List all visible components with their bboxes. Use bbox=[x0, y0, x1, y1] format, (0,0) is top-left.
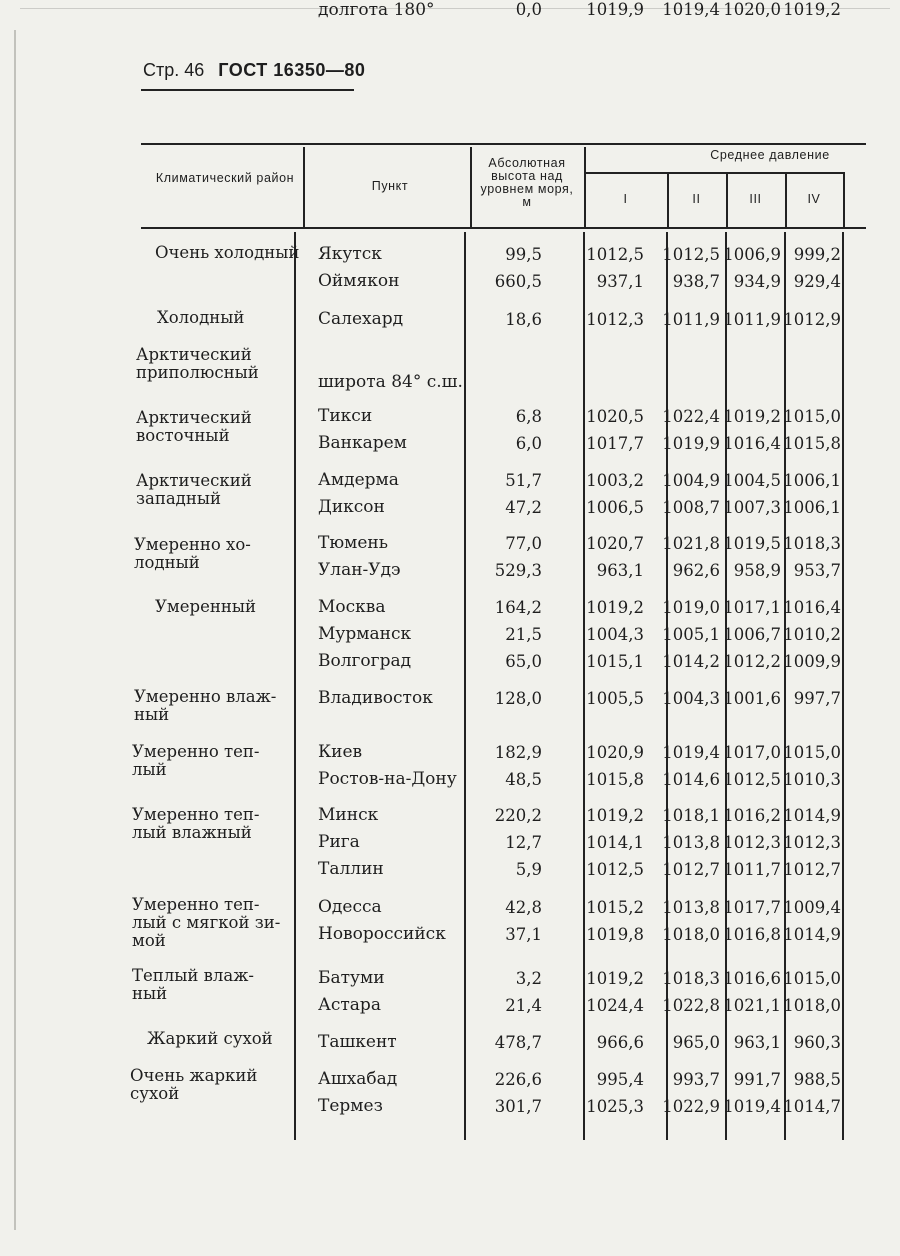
region-name: Арктический восточный bbox=[136, 408, 252, 445]
pressure-value-4: 988,5 bbox=[793, 1070, 841, 1089]
column-divider bbox=[294, 232, 296, 1140]
pressure-value-2: 1022,4 bbox=[662, 407, 720, 426]
pressure-value-1: 1020,5 bbox=[586, 407, 644, 426]
pressure-value-1: 1003,2 bbox=[586, 471, 644, 490]
pressure-value-3: 991,7 bbox=[733, 1070, 781, 1089]
pressure-value-1: 1012,3 bbox=[586, 310, 644, 329]
region-name: Холодный bbox=[157, 308, 245, 327]
header-divider bbox=[470, 147, 472, 227]
pressure-value-1: 1019,8 bbox=[586, 925, 644, 944]
point-name: Новороссийск bbox=[318, 924, 446, 944]
point-name: широта 84° с.ш. bbox=[318, 372, 463, 392]
pressure-value-3: 1021,1 bbox=[723, 996, 781, 1015]
altitude-value: 99,5 bbox=[505, 245, 542, 264]
pressure-value-1: 1020,9 bbox=[586, 743, 644, 762]
point-name: Якутск bbox=[318, 244, 382, 264]
pressure-value-2: 1019,9 bbox=[662, 434, 720, 453]
pressure-value-2: 1019,4 bbox=[662, 0, 720, 19]
pressure-value-1: 966,6 bbox=[596, 1033, 644, 1052]
point-name: Батуми bbox=[318, 968, 385, 988]
region-name: Умеренно теп- лый bbox=[132, 742, 260, 779]
point-name: долгота 180° bbox=[318, 0, 435, 20]
pressure-value-2: 1018,1 bbox=[662, 806, 720, 825]
pressure-value-4: 1015,0 bbox=[783, 407, 841, 426]
pressure-value-4: 1015,0 bbox=[783, 743, 841, 762]
pressure-value-1: 1019,9 bbox=[586, 0, 644, 19]
altitude-value: 21,5 bbox=[505, 625, 542, 644]
altitude-value: 478,7 bbox=[494, 1033, 542, 1052]
pressure-value-3: 1012,5 bbox=[723, 770, 781, 789]
pressure-value-1: 1019,2 bbox=[586, 969, 644, 988]
pressure-value-3: 1019,4 bbox=[723, 1097, 781, 1116]
pressure-value-4: 1012,7 bbox=[783, 860, 841, 879]
pressure-value-3: 1016,4 bbox=[723, 434, 781, 453]
altitude-value: 6,8 bbox=[515, 407, 542, 426]
pressure-value-3: 1016,6 bbox=[723, 969, 781, 988]
pressure-value-4: 953,7 bbox=[793, 561, 841, 580]
pressure-value-3: 1007,3 bbox=[723, 498, 781, 517]
pressure-value-2: 1022,9 bbox=[662, 1097, 720, 1116]
pressure-value-1: 1015,8 bbox=[586, 770, 644, 789]
altitude-value: 47,2 bbox=[505, 498, 542, 517]
pressure-value-4: 1009,4 bbox=[783, 898, 841, 917]
pressure-value-4: 1006,1 bbox=[783, 498, 841, 517]
point-name: Волгоград bbox=[318, 651, 412, 671]
point-name: Одесса bbox=[318, 897, 382, 917]
col-header-altitude: Абсолютная высота над уровнем моря, м bbox=[480, 156, 574, 209]
pressure-value-2: 938,7 bbox=[672, 272, 720, 291]
point-name: Ашхабад bbox=[318, 1069, 398, 1089]
pressure-value-4: 1019,2 bbox=[783, 0, 841, 19]
pressure-value-4: 960,3 bbox=[793, 1033, 841, 1052]
region-name: Умеренный bbox=[155, 597, 256, 616]
pressure-value-1: 1004,3 bbox=[586, 625, 644, 644]
pressure-value-2: 1005,1 bbox=[662, 625, 720, 644]
pressure-value-2: 993,7 bbox=[672, 1070, 720, 1089]
pressure-value-2: 1004,9 bbox=[662, 471, 720, 490]
point-name: Оймякон bbox=[318, 271, 400, 291]
pressure-value-2: 1008,7 bbox=[662, 498, 720, 517]
header-bottom-rule bbox=[141, 227, 866, 229]
point-name: Астара bbox=[318, 995, 381, 1015]
pressure-value-2: 965,0 bbox=[672, 1033, 720, 1052]
pressure-value-2: 1012,5 bbox=[662, 245, 720, 264]
altitude-value: 12,7 bbox=[505, 833, 542, 852]
point-name: Мурманск bbox=[318, 624, 412, 644]
altitude-value: 0,0 bbox=[515, 0, 542, 19]
col-header-pressure: Среднее давление bbox=[710, 148, 830, 162]
col-header-period-2: II bbox=[692, 192, 701, 206]
pressure-value-3: 1020,0 bbox=[723, 0, 781, 19]
pressure-value-1: 937,1 bbox=[596, 272, 644, 291]
point-name: Амдерма bbox=[318, 470, 399, 490]
point-name: Москва bbox=[318, 597, 386, 617]
pressure-value-2: 1011,9 bbox=[662, 310, 720, 329]
pressure-value-3: 1012,3 bbox=[723, 833, 781, 852]
altitude-value: 301,7 bbox=[494, 1097, 542, 1116]
pressure-value-1: 1005,5 bbox=[586, 689, 644, 708]
pressure-value-4: 1016,4 bbox=[783, 598, 841, 617]
altitude-value: 42,8 bbox=[505, 898, 542, 917]
pressure-value-1: 1020,7 bbox=[586, 534, 644, 553]
altitude-value: 6,0 bbox=[515, 434, 542, 453]
pressure-value-3: 1004,5 bbox=[723, 471, 781, 490]
pressure-value-2: 962,6 bbox=[672, 561, 720, 580]
pressure-value-3: 1011,9 bbox=[723, 310, 781, 329]
pressure-value-3: 1017,1 bbox=[723, 598, 781, 617]
point-name: Салехард bbox=[318, 309, 404, 329]
pressure-value-4: 1018,0 bbox=[783, 996, 841, 1015]
pressure-value-3: 1019,2 bbox=[723, 407, 781, 426]
pressure-value-3: 934,9 bbox=[733, 272, 781, 291]
pressure-value-2: 1014,6 bbox=[662, 770, 720, 789]
standard-code: ГОСТ 16350—80 bbox=[218, 60, 366, 80]
pressure-value-2: 1014,2 bbox=[662, 652, 720, 671]
header-underline bbox=[141, 89, 354, 91]
altitude-value: 182,9 bbox=[494, 743, 542, 762]
altitude-value: 226,6 bbox=[494, 1070, 542, 1089]
pressure-value-3: 958,9 bbox=[733, 561, 781, 580]
column-divider bbox=[842, 232, 844, 1140]
pressure-value-3: 1016,2 bbox=[723, 806, 781, 825]
pressure-value-3: 1006,7 bbox=[723, 625, 781, 644]
pressure-value-4: 1015,8 bbox=[783, 434, 841, 453]
altitude-value: 77,0 bbox=[505, 534, 542, 553]
pressure-value-1: 1017,7 bbox=[586, 434, 644, 453]
altitude-value: 529,3 bbox=[494, 561, 542, 580]
pressure-value-2: 1019,0 bbox=[662, 598, 720, 617]
pressure-value-4: 1014,9 bbox=[783, 806, 841, 825]
region-name: Арктический западный bbox=[136, 471, 252, 508]
point-name: Таллин bbox=[318, 859, 384, 879]
pressure-value-4: 1012,9 bbox=[783, 310, 841, 329]
pressure-value-1: 1012,5 bbox=[586, 245, 644, 264]
altitude-value: 5,9 bbox=[515, 860, 542, 879]
pressure-value-2: 1013,8 bbox=[662, 833, 720, 852]
altitude-value: 37,1 bbox=[505, 925, 542, 944]
group-header-rule bbox=[585, 172, 845, 174]
pressure-value-2: 1022,8 bbox=[662, 996, 720, 1015]
col-header-period-4: IV bbox=[807, 192, 821, 206]
header-divider bbox=[303, 147, 305, 227]
col-header-period-3: III bbox=[749, 192, 762, 206]
pressure-value-1: 1012,5 bbox=[586, 860, 644, 879]
pressure-value-2: 1021,8 bbox=[662, 534, 720, 553]
pressure-value-1: 1019,2 bbox=[586, 598, 644, 617]
altitude-value: 48,5 bbox=[505, 770, 542, 789]
pressure-value-1: 1024,4 bbox=[586, 996, 644, 1015]
pressure-value-3: 1001,6 bbox=[723, 689, 781, 708]
pressure-value-3: 1011,7 bbox=[723, 860, 781, 879]
region-name: Жаркий сухой bbox=[147, 1029, 273, 1048]
pressure-value-1: 1014,1 bbox=[586, 833, 644, 852]
altitude-value: 128,0 bbox=[494, 689, 542, 708]
pressure-value-2: 1018,3 bbox=[662, 969, 720, 988]
point-name: Диксон bbox=[318, 497, 385, 517]
col-header-region: Климатический район bbox=[155, 171, 295, 185]
region-name: Теплый влаж- ный bbox=[132, 966, 254, 1003]
pressure-value-4: 999,2 bbox=[793, 245, 841, 264]
pressure-value-3: 1016,8 bbox=[723, 925, 781, 944]
pressure-value-4: 1006,1 bbox=[783, 471, 841, 490]
pressure-value-4: 1018,3 bbox=[783, 534, 841, 553]
pressure-value-4: 1012,3 bbox=[783, 833, 841, 852]
header-divider bbox=[584, 147, 586, 227]
region-name: Очень жаркий сухой bbox=[130, 1066, 258, 1103]
pressure-value-3: 1017,7 bbox=[723, 898, 781, 917]
pressure-value-3: 1012,2 bbox=[723, 652, 781, 671]
pressure-value-1: 1019,2 bbox=[586, 806, 644, 825]
point-name: Термез bbox=[318, 1096, 383, 1116]
pressure-value-3: 1019,5 bbox=[723, 534, 781, 553]
point-name: Рига bbox=[318, 832, 360, 852]
point-name: Улан-Удэ bbox=[318, 560, 401, 580]
region-name: Умеренно хо- лодный bbox=[134, 535, 251, 572]
pressure-value-2: 1004,3 bbox=[662, 689, 720, 708]
altitude-value: 3,2 bbox=[515, 969, 542, 988]
col-header-period-1: I bbox=[623, 192, 628, 206]
altitude-value: 660,5 bbox=[494, 272, 542, 291]
pressure-value-1: 1015,2 bbox=[586, 898, 644, 917]
pressure-value-4: 1010,2 bbox=[783, 625, 841, 644]
altitude-value: 51,7 bbox=[505, 471, 542, 490]
pressure-value-4: 997,7 bbox=[793, 689, 841, 708]
header-divider bbox=[843, 174, 845, 227]
point-name: Тикси bbox=[318, 406, 373, 426]
point-name: Ташкент bbox=[318, 1032, 397, 1052]
pressure-value-1: 1025,3 bbox=[586, 1097, 644, 1116]
pressure-value-2: 1012,7 bbox=[662, 860, 720, 879]
pressure-value-3: 1006,9 bbox=[723, 245, 781, 264]
region-name: Умеренно теп- лый влажный bbox=[132, 805, 260, 842]
table-top-rule bbox=[141, 143, 866, 145]
region-name: Умеренно влаж- ный bbox=[134, 687, 277, 724]
pressure-value-3: 1017,0 bbox=[723, 743, 781, 762]
point-name: Владивосток bbox=[318, 688, 433, 708]
point-name: Киев bbox=[318, 742, 363, 762]
point-name: Ростов-на-Дону bbox=[318, 769, 457, 789]
altitude-value: 18,6 bbox=[505, 310, 542, 329]
pressure-value-2: 1013,8 bbox=[662, 898, 720, 917]
col-header-point: Пункт bbox=[371, 179, 409, 193]
column-divider bbox=[464, 232, 466, 1140]
pressure-value-1: 1015,1 bbox=[586, 652, 644, 671]
scan-edge bbox=[14, 30, 16, 1230]
altitude-value: 220,2 bbox=[494, 806, 542, 825]
page-number: Стр. 46 bbox=[143, 60, 205, 80]
pressure-value-2: 1019,4 bbox=[662, 743, 720, 762]
pressure-value-1: 1006,5 bbox=[586, 498, 644, 517]
altitude-value: 65,0 bbox=[505, 652, 542, 671]
pressure-value-4: 1010,3 bbox=[783, 770, 841, 789]
pressure-value-3: 963,1 bbox=[733, 1033, 781, 1052]
pressure-value-4: 1014,9 bbox=[783, 925, 841, 944]
pressure-value-4: 929,4 bbox=[793, 272, 841, 291]
pressure-value-2: 1018,0 bbox=[662, 925, 720, 944]
pressure-value-4: 1014,7 bbox=[783, 1097, 841, 1116]
point-name: Ванкарем bbox=[318, 433, 407, 453]
page-header bbox=[143, 60, 365, 81]
region-name: Очень холодный bbox=[155, 243, 300, 262]
altitude-value: 21,4 bbox=[505, 996, 542, 1015]
pressure-value-4: 1015,0 bbox=[783, 969, 841, 988]
region-name: Арктический приполюсный bbox=[136, 345, 259, 382]
point-name: Минск bbox=[318, 805, 379, 825]
point-name: Тюмень bbox=[318, 533, 389, 553]
altitude-value: 164,2 bbox=[494, 598, 542, 617]
region-name: Умеренно теп- лый с мягкой зи- мой bbox=[132, 895, 281, 950]
pressure-value-4: 1009,9 bbox=[783, 652, 841, 671]
pressure-value-1: 995,4 bbox=[596, 1070, 644, 1089]
pressure-value-1: 963,1 bbox=[596, 561, 644, 580]
